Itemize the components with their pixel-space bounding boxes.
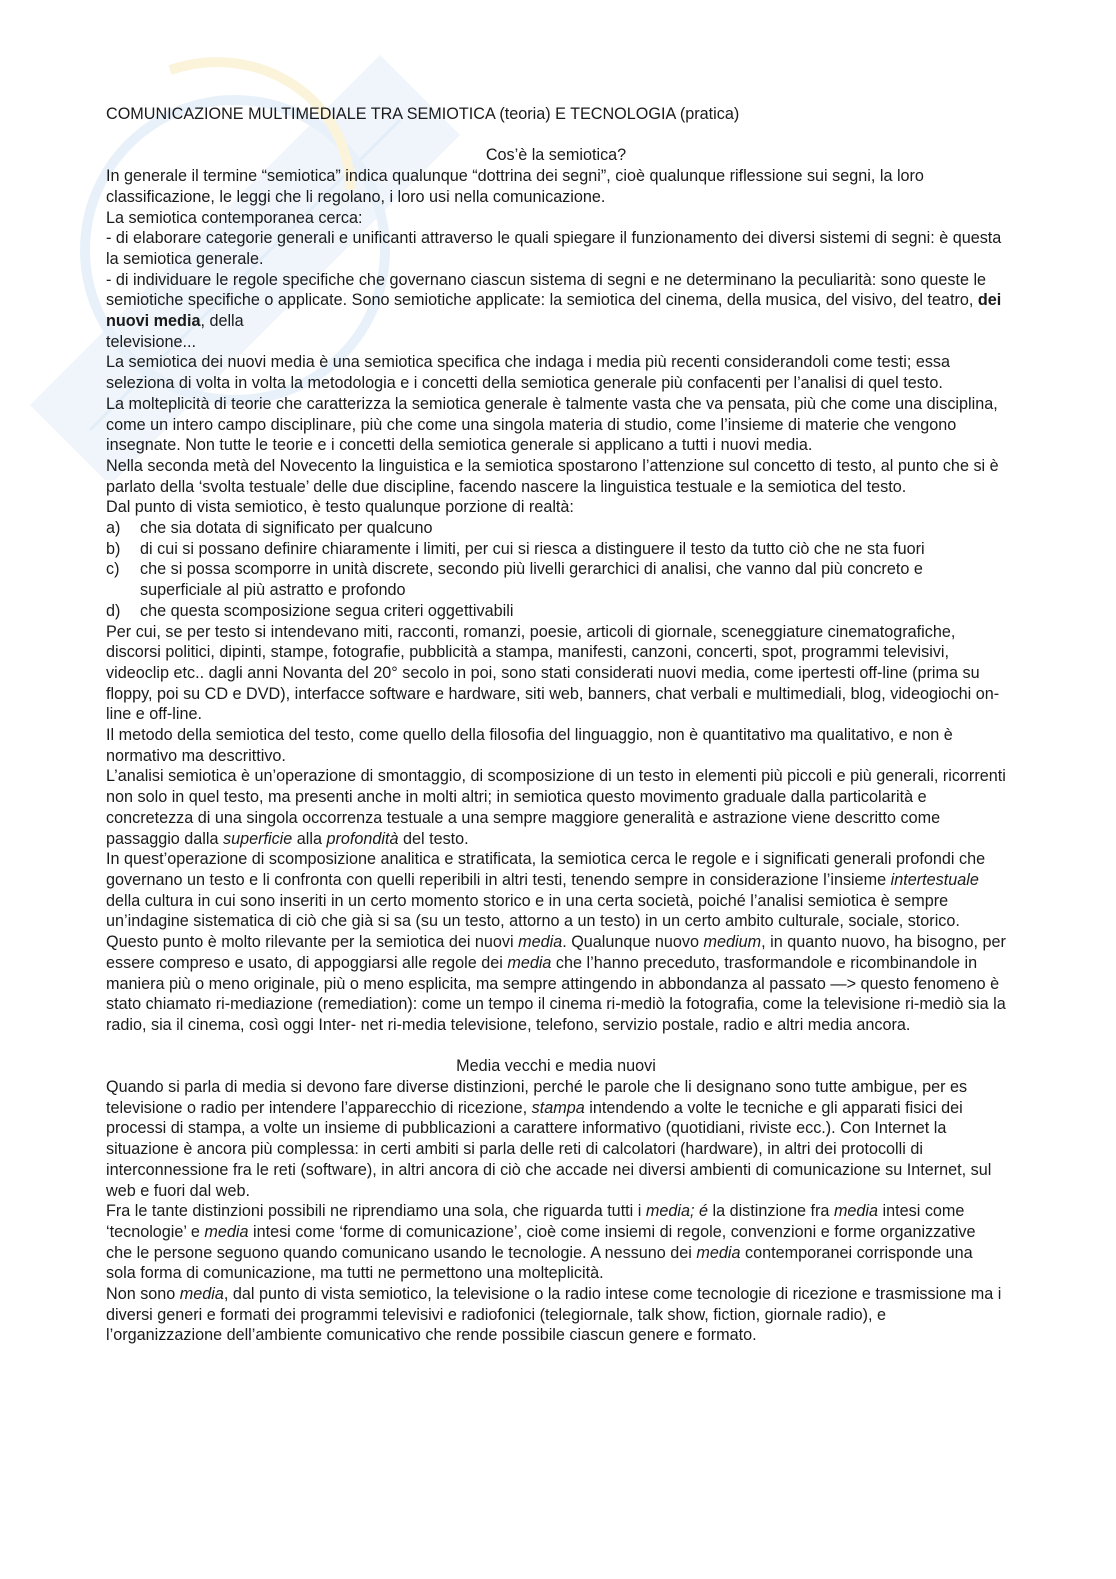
paragraph: Il metodo della semiotica del testo, come quello della filosofia del linguaggio, non è quantitativo ma qualitativo, e non è normativo ma descrittivo. xyxy=(106,726,953,765)
paragraph: Nella seconda metà del Novecento la linguistica e la semiotica spostarono l’attenzione sul concetto di testo, al punto che si è parlato della ‘svolta testuale’ delle due discipline, facendo nascere la linguistica testuale e la semiotica del testo. xyxy=(106,456,999,496)
text-run: contemporanei corrisponde una sola forma di comunicazione, ma tutti ne permettono una molteplicità. xyxy=(106,1243,973,1283)
paragraph: - di elaborare categorie generali e unificanti attraverso le quali spiegare il funzionamento dei diversi sistemi di segni: è questa la semiotica generale. xyxy=(106,229,1002,268)
text-run: - di individuare le regole specifiche che governano ciascun sistema di segni e ne determinano la peculiarità: sono queste le semiotiche specifiche o applicate. Sono semiotiche applicate: la semiotica del cinema, della musica, del visivo, del teatro, xyxy=(106,270,987,310)
text-run: L’analisi semiotica è un’operazione di smontaggio, di scomposizione di un testo in elementi più piccoli e più generali, ricorrenti non solo in quel testo, ma presenti anche in molti altri; in semiotica questo movimento graduale dalla particolarità e concretezza di una singola occorrenza testuale a una sempre maggiore generalità e astrazione viene descritto come passaggio dalla xyxy=(106,767,1006,848)
text-run: . Qualunque nuovo xyxy=(562,933,704,952)
paragraph: Per cui, se per testo si intendevano miti, racconti, romanzi, poesie, articoli di giornale, sceneggiature cinematografiche, discorsi politici, dipinti, stampe, fotografie, pubblicità a stampa, manifesti, canzoni, concerti, spot, programmi televisivi, videoclip etc.. dagli anni Novanta del 20° secolo in poi, sono stati considerati nuovi media, come ipertesti off-line (prima su floppy, poi su CD e DVD), interfacce software e hardware, siti web, banners, chat verbali e multimediali, blog, videogiochi on-line e off-line. xyxy=(106,622,1000,724)
list-item xyxy=(106,518,1006,539)
list-item-text: di cui si possano definire chiaramente i limiti, per cui si riesca a distinguere il testo da tutto ciò che ne sta fuori xyxy=(140,539,925,558)
text-run: del testo. xyxy=(398,829,469,848)
italic-text: stampa xyxy=(531,1098,585,1117)
text-run: intendendo a volte le tecniche e gli apparati fisici dei processi di stampa, a volte un insieme di pubblicazioni a carattere informativo (quotidiani, riviste ecc.). Con Internet la situazione è ancora più complessa: in certi ambiti si parla delle reti di calcolatori (hardware), in altri dei protocolli di interconnessione fra le reti (software), in altri ancora di ciò che accade nei diversi ambienti di comunicazione su Internet, sul web e fuori dal web. xyxy=(106,1098,992,1200)
paragraph: La molteplicità di teorie che caratterizza la semiotica generale è talmente vasta che va pensata, più che come una disciplina, come un intero campo disciplinare, più che come una singola materia di studio, come l’insieme di materie che vengono insegnate. Non tutte le teorie e i concetti della semiotica generale si applicano a tutti i nuovi media. xyxy=(106,394,998,455)
text-run: della cultura in cui sono inseriti in un certo momento storico e in una certa società, poiché l’analisi semiotica è sempre un’indagine sistematica di ciò che già si sa (su un testo, attorno a un testo) in un certo ambito culturale, sociale, storico. xyxy=(106,891,960,931)
text-run: Quando si parla di media si devono fare diverse distinzioni, perché le parole che li designano sono tutte ambigue, per es televisione o radio per intendere l’apparecchio di ricezione, xyxy=(106,1078,968,1117)
italic-text: media; é xyxy=(645,1202,708,1221)
paragraph xyxy=(106,849,1006,932)
paragraph xyxy=(106,270,1006,332)
list-marker: c) xyxy=(106,560,120,579)
italic-text: superficie xyxy=(223,829,293,848)
text-run: Questo punto è molto rilevante per la semiotica dei nuovi xyxy=(106,933,519,952)
text-definition-list xyxy=(106,518,1006,622)
document-page xyxy=(106,104,1006,1346)
paragraph: In generale il termine “semiotica” indica qualunque “dottrina dei segni”, cioè qualunque riflessione sui segni, la loro classificazione, le leggi che li regolano, i loro usi nella comunicazione. xyxy=(106,167,924,206)
paragraph: televisione... xyxy=(106,332,196,351)
list-marker: b) xyxy=(106,539,121,558)
list-item xyxy=(106,601,1006,622)
text-run: la distinzione fra xyxy=(707,1202,834,1221)
text-run: alla xyxy=(292,829,327,848)
text-run: che l’hanno preceduto, trasformandole e ricombinandole in maniera più o meno originale, più o meno esplicita, ma sempre attingendo in abbondanza al passato —> questo fenomeno è stato chiamato ri-mediazione (remediation): come un tempo il cinema ri-mediò la fotografia, come la televisione ri-mediò sia la radio, sia il cinema, così oggi Inter- net ri-media televisione, telefono, servizio postale, radio e altri media ancora. xyxy=(106,953,1006,1034)
document-title: COMUNICAZIONE MULTIMEDIALE TRA SEMIOTICA (teoria) E TECNOLOGIA (pratica) xyxy=(106,105,740,123)
paragraph: La semiotica dei nuovi media è una semiotica specifica che indaga i media più recenti considerandoli come testi; essa seleziona di volta in volta la metodologia e i concetti della semiotica generale più confacenti per l’analisi di quel testo. xyxy=(106,353,951,393)
paragraph: Dal punto di vista semiotico, è testo qualunque porzione di realtà: xyxy=(106,498,574,517)
paragraph xyxy=(106,932,1006,1036)
bold-text: dei nuovi media xyxy=(106,291,1002,331)
paragraph xyxy=(106,1201,1006,1284)
italic-text: media xyxy=(833,1202,879,1221)
paragraph xyxy=(106,1077,1006,1201)
text-run: Non sono xyxy=(106,1285,180,1304)
text-run: , dal punto di vista semiotico, la televisione o la radio intese come tecnologie di ricezione e trasmissione ma i diversi generi e formati dei programmi televisivi e radiofonici (telegiornale, talk show, fiction, giornale radio), e l’organizzazione dell’ambiente comunicativo che rende possibile ciascun genere e formato. xyxy=(106,1285,1002,1345)
italic-text: profondità xyxy=(326,829,399,848)
italic-text: media xyxy=(696,1243,741,1262)
list-item xyxy=(106,559,1006,600)
italic-text: intertestuale xyxy=(890,871,979,889)
text-run: , della xyxy=(200,312,244,331)
text-run: In quest’operazione di scomposizione analitica e stratificata, la semiotica cerca le regole e i significati generali profondi che governano un testo e li confronta con quelli reperibili in altri testi, tenendo sempre in considerazione l’insieme xyxy=(106,850,986,889)
text-run: , in quanto nuovo, ha bisogno, per essere compreso e usato, di appoggiarsi alle regole dei xyxy=(106,933,1006,972)
paragraph xyxy=(106,1284,1006,1346)
list-item-text: che questa scomposizione segua criteri oggettivabili xyxy=(140,601,514,620)
italic-text: media xyxy=(204,1222,249,1241)
italic-text: media xyxy=(179,1285,224,1304)
list-item xyxy=(106,539,1006,560)
section-heading-semiotica: Cos’è la semiotica? xyxy=(485,146,627,165)
list-marker: d) xyxy=(106,601,121,620)
paragraph: La semiotica contemporanea cerca: xyxy=(106,208,363,227)
text-run: intesi come ‘forme di comunicazione’, cioè come insiemi di regole, convenzioni e forme organizzative che le persone seguono quando comunicano usando le tecnologie. A nessuno dei xyxy=(106,1222,976,1262)
italic-text: media xyxy=(518,933,563,952)
italic-text: media xyxy=(507,953,552,972)
list-item-text: che sia dotata di significato per qualcuno xyxy=(140,519,433,538)
text-run: Fra le tante distinzioni possibili ne riprendiamo una sola, che riguarda tutti i xyxy=(106,1202,646,1221)
italic-text: medium xyxy=(703,933,762,952)
list-item-text: che si possa scomporre in unità discrete, secondo più livelli gerarchici di analisi, che vanno dal più concreto e superficiale al più astratto e profondo xyxy=(140,560,923,600)
list-marker: a) xyxy=(106,519,121,538)
text-run: intesi come ‘tecnologie’ e xyxy=(106,1202,965,1241)
section-heading-media: Media vecchi e media nuovi xyxy=(456,1057,656,1076)
paragraph xyxy=(106,766,1006,849)
